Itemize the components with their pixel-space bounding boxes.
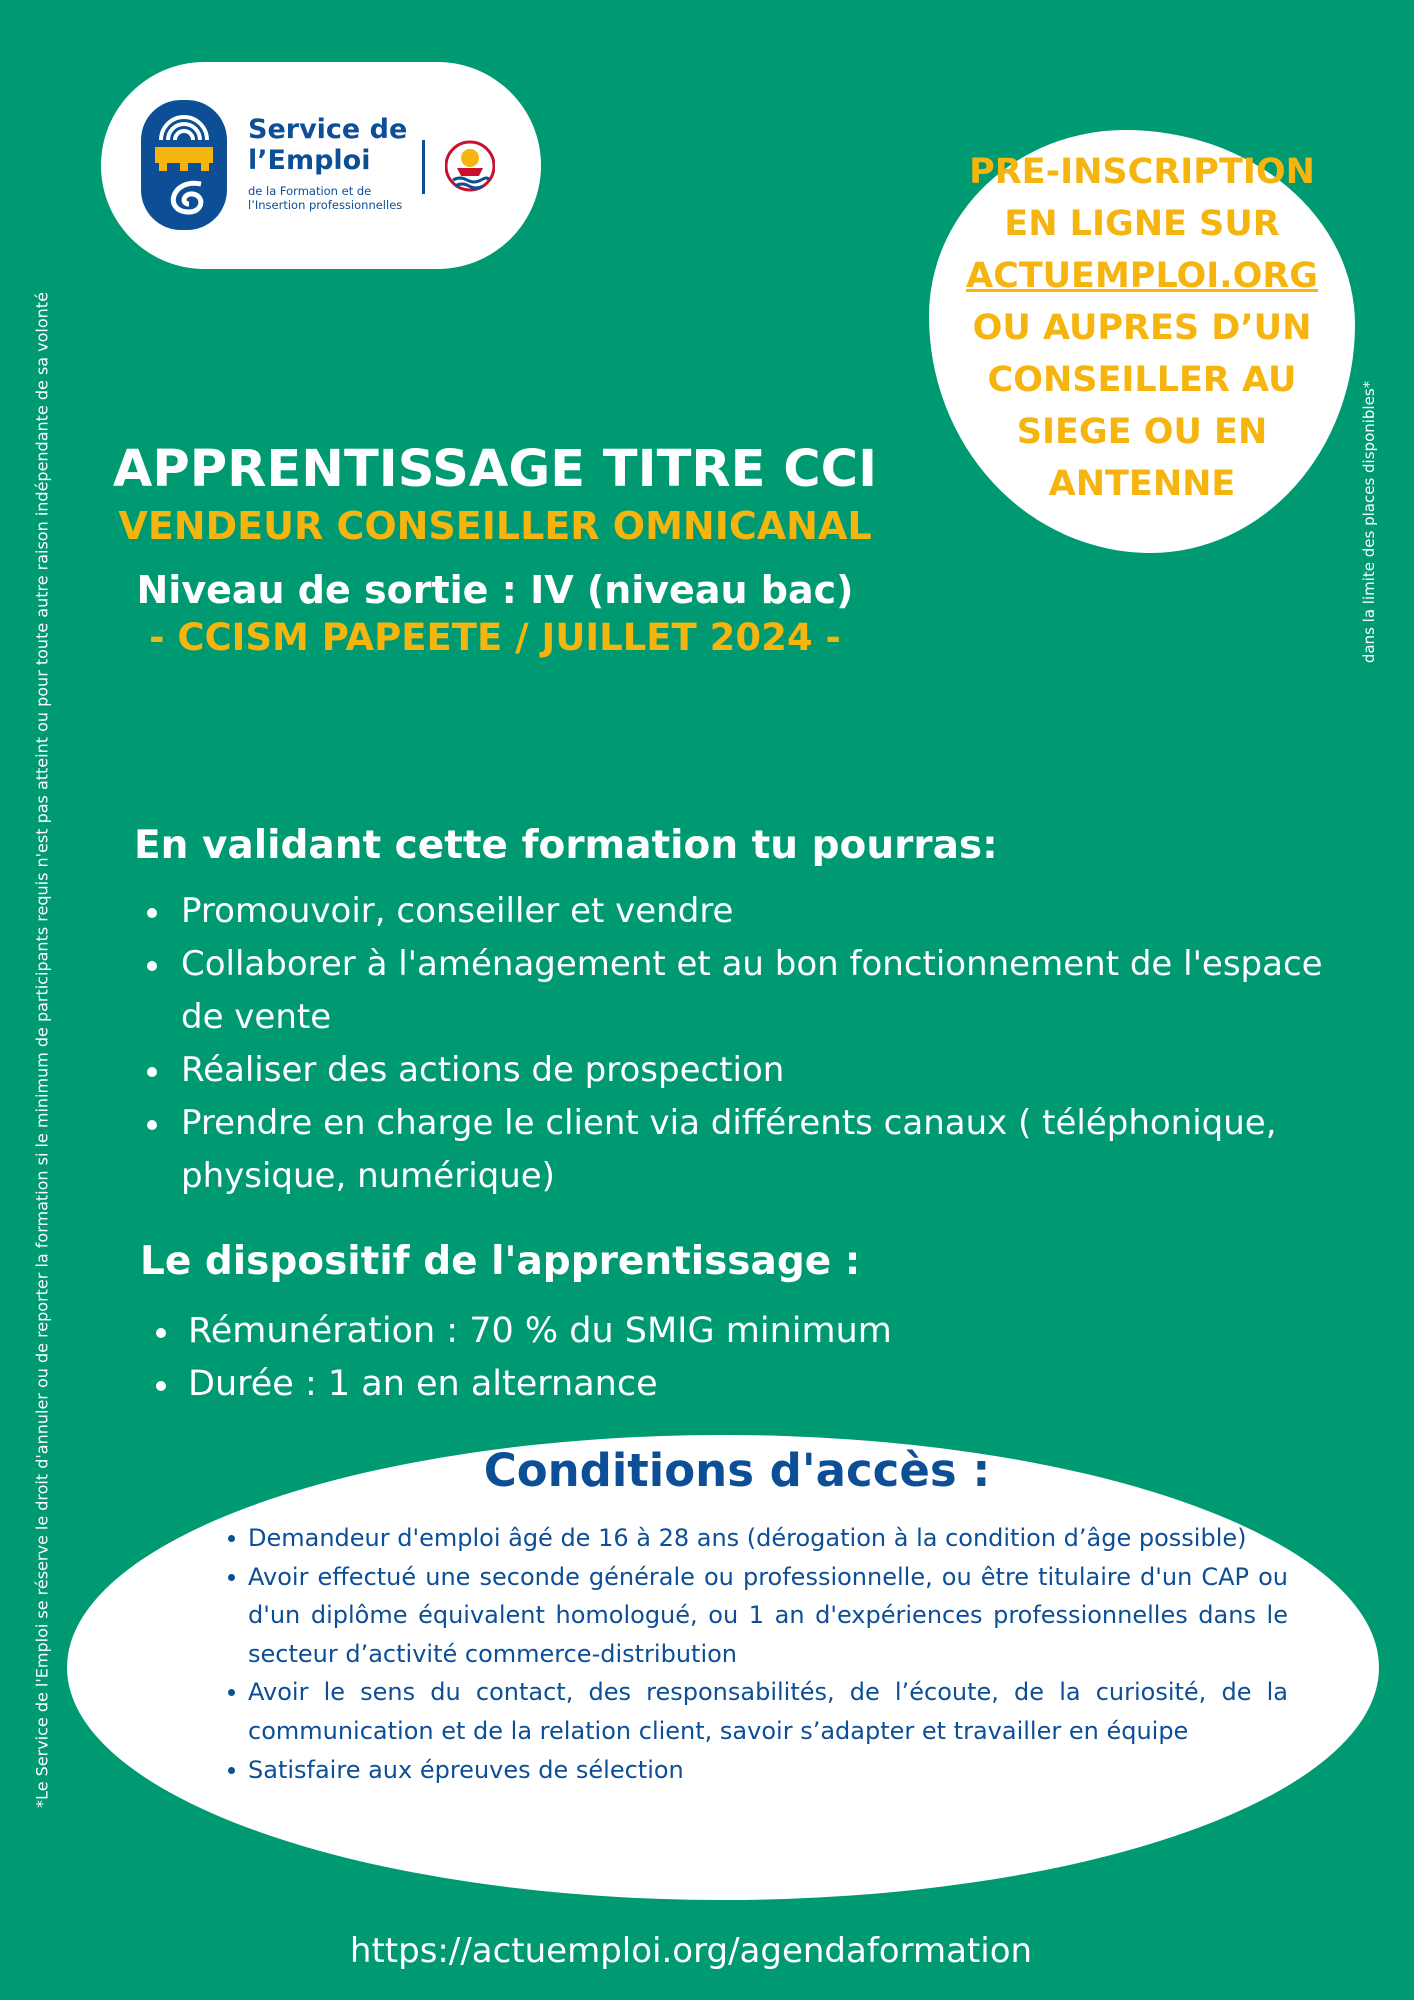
list-item: Promouvoir, conseiller et vendre [145, 885, 1325, 938]
location-date: - CCISM PAPEETE / JUILLET 2024 - [149, 616, 841, 659]
logo-divider [422, 140, 425, 194]
agenda-link[interactable]: https://actuemploi.org/agendaformation [349, 1931, 1033, 1971]
actuemploi-link[interactable]: ACTUEMPLOI.ORG [965, 256, 1319, 296]
preregistration-line5: CONSEILLER AU [987, 360, 1297, 400]
preregistration-line1: PRE-INSCRIPTION [969, 152, 1315, 192]
job-title: VENDEUR CONSEILLER OMNICANAL [118, 504, 872, 548]
list-item: Durée : 1 an en alternance [152, 1358, 1052, 1411]
side-note-disclaimer: *Le Service de l'Emploi se réserve le droit d'annuler ou de reporter la formation si le minimum de participants requis n'est pas atteint ou pour toute autre raison indépendante de sa volonté [32, 292, 52, 1808]
list-item: Rémunération : 70 % du SMIG minimum [152, 1305, 1052, 1358]
list-item: Demandeur d'emploi âgé de 16 à 28 ans (dérogation à la condition d’âge possible) [224, 1519, 1288, 1558]
logo-subtitle-line2: l’Insertion professionnelles [248, 198, 403, 212]
skills-heading: En validant cette formation tu pourras: [134, 823, 998, 868]
skills-list [145, 885, 1325, 1203]
title-block [90, 440, 900, 662]
conditions-heading: Conditions d'accès : [483, 1444, 991, 1497]
list-item: Satisfaire aux épreuves de sélection [224, 1751, 1288, 1790]
apprenticeship-heading: Le dispositif de l'apprentissage : [140, 1239, 861, 1284]
list-item: Réaliser des actions de prospection [145, 1044, 1325, 1097]
page-title: APPRENTISSAGE TITRE CCI [112, 440, 878, 499]
preregistration-line4: OU AUPRES D’UN [972, 308, 1312, 348]
preregistration-line2: EN LIGNE SUR [1004, 204, 1280, 244]
apprenticeship-list [152, 1305, 1052, 1411]
list-item: Avoir effectué une seconde générale ou professionnelle, ou être titulaire d'un CAP ou d'un diplôme équivalent homologué, ou 1 an d'expériences professionnelles dans le secteur d’activité commerce-distribution [224, 1558, 1288, 1674]
list-item: Avoir le sens du contact, des responsabilités, de l’écoute, de la curiosité, de la communication et de la relation client, savoir s’adapter et travailler en équipe [224, 1673, 1288, 1750]
logo-subtitle [248, 184, 402, 212]
conditions-list [224, 1519, 1288, 1789]
service-emploi-logo-icon [141, 100, 227, 230]
logo-card [101, 62, 541, 269]
polynesia-emblem-icon [445, 138, 495, 194]
preregistration-text [929, 146, 1355, 510]
list-item: Collaborer à l'aménagement et au bon fonctionnement de l'espace de vente [145, 938, 1325, 1044]
logo-subtitle-line1: de la Formation et de [248, 184, 372, 198]
exit-level: Niveau de sortie : IV (niveau bac) [136, 568, 854, 612]
logo-title-line1: Service de [248, 114, 408, 145]
list-item: Prendre en charge le client via différents canaux ( téléphonique, physique, numérique) [145, 1097, 1325, 1203]
logo-title [248, 114, 407, 176]
side-note-availability: dans la limite des places disponibles* [1360, 380, 1378, 664]
logo-title-line2: l’Emploi [248, 145, 371, 176]
preregistration-line6: SIEGE OU EN [1016, 412, 1268, 452]
preregistration-bubble [929, 130, 1355, 553]
preregistration-line7: ANTENNE [1048, 464, 1236, 504]
